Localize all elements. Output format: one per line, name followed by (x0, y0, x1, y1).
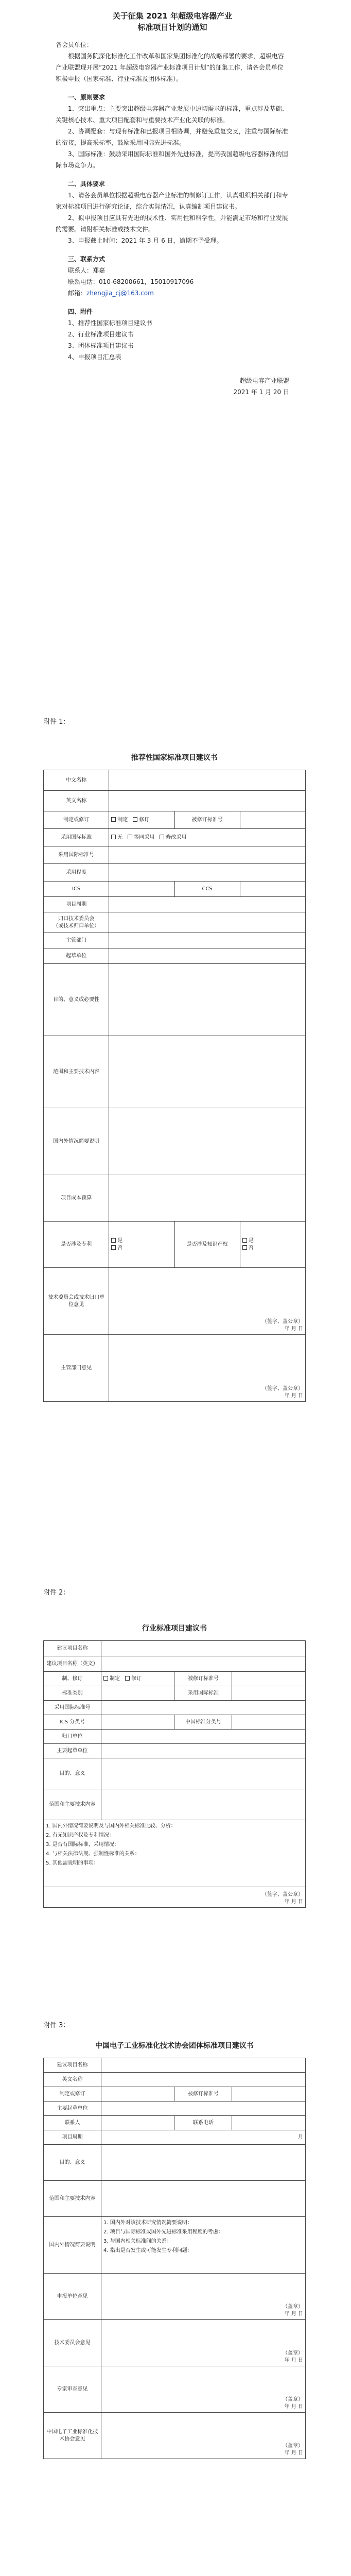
f3-field-expert[interactable] (101, 2366, 305, 2413)
signature-org: 超级电容产业联盟 (239, 377, 289, 384)
f1-field-adopt[interactable] (109, 829, 306, 846)
checkbox-icon[interactable] (111, 817, 116, 822)
f1-field-ics[interactable] (109, 882, 174, 897)
f2-opt-make: 制定 (109, 1675, 120, 1682)
f1-field-tc-opinion[interactable] (109, 1268, 306, 1335)
attachment-item-4: 4、申报项目汇总表 (68, 353, 121, 361)
f1-field-ccs[interactable] (240, 882, 305, 897)
f1-patent-yes: 是 (117, 1238, 123, 1244)
salutation: 各会员单位： (56, 41, 93, 48)
f3-label-cesa: 中国电子工业标准化技术协会意见 (44, 2413, 101, 2459)
f3-sign-2: （盖章） (283, 2350, 303, 2356)
principle-3: 3、国际标准：鼓励采用国际标准和国外先进标准，提高我国超级电容器标准的国际市场竞争力。 (56, 150, 288, 169)
f2-label-intl: 采用国际标准号 (44, 1701, 101, 1715)
checkbox-icon[interactable] (125, 1676, 130, 1681)
f2-label-name: 建议项目名称 (44, 1641, 101, 1656)
f1-opt-make: 制定 (117, 817, 128, 823)
form-1-title: 推荐性国家标准项目建议书 (131, 754, 218, 762)
f1-field-intl-brief[interactable] (109, 1108, 306, 1175)
f1-sign-2: （签字、盖公章） (262, 1386, 303, 1392)
f3-field-person[interactable] (101, 2116, 174, 2130)
section-contact: 三、联系方式 (68, 256, 106, 263)
f1-label-tc-code: （或技术归口单位） (53, 923, 100, 929)
f1-label-patent: 是否涉及专利 (44, 1222, 109, 1268)
f1-label-intl-no: 采用国际标准号 (44, 846, 109, 864)
section-principles: 一、原则要求 (68, 94, 106, 101)
f3-label-expert: 专家审查意见 (44, 2366, 101, 2413)
f3-date-2: 年 月 日 (284, 2358, 303, 2363)
signature-date: 2021 年 1 月 20 日 (233, 388, 289, 396)
principle-1: 1、突出重点：主要突出超级电容器产业发展中迫切需求的标准，重点涉及基础、关键核心技术、重大项目配套和与重要技术产业化关联的标准。 (56, 105, 288, 124)
f1-label-ip: 是否涉及知识产权 (174, 1222, 240, 1268)
f2-label-lead: 主要起草单位 (44, 1744, 101, 1758)
f3-field-tel[interactable] (232, 2116, 306, 2130)
checkbox-icon[interactable] (133, 817, 137, 822)
f3-field-std-no[interactable] (232, 2087, 306, 2102)
section-requirements: 二、具体要求 (68, 180, 106, 188)
form-group-standard (43, 2040, 306, 2459)
f1-label-name: 中文名称 (44, 770, 109, 791)
f3-sign-1: （盖章） (283, 2304, 303, 2310)
f2-field-scope[interactable] (101, 1789, 305, 1820)
f3-field-cesa[interactable] (101, 2413, 305, 2459)
attachment-item-2: 2、行业标准项目建议书 (68, 331, 134, 338)
f2-field-level[interactable] (101, 1686, 174, 1701)
checkbox-icon[interactable] (128, 835, 132, 839)
intro-paragraph: 根据国务院深化标准化工作改革和国家集团标准化的战略部署的要求，超级电容产业联盟现开展“2021 年超级电容器产业标准项目计划”的征集工作，请各会员单位积极申报（国家标准、行业标准及团体标准）。 (56, 53, 285, 82)
f1-field-unit[interactable] (109, 933, 306, 948)
attachment-item-3: 3、团体标准项目建议书 (68, 342, 134, 349)
f1-label-lead: 起草单位 (44, 948, 109, 964)
f1-date-1: 年 月 日 (284, 1326, 303, 1332)
checkbox-icon[interactable] (242, 1245, 247, 1250)
f3-field-name[interactable] (101, 2058, 305, 2073)
f1-ip-yes: 是 (248, 1238, 254, 1244)
f3-month-unit: 月 (298, 2134, 303, 2140)
f1-field-en[interactable] (109, 791, 306, 811)
f2-field-std-no[interactable] (232, 1672, 306, 1686)
f2-field-notes[interactable]: 1. 国内外情况简要说明及与国内外相关标准比较、分析： 2. 有无知识产权及专利情况： 3. 是否有国际标准，采用情况： 4. 与相关法律法规、强制性标准的关系： 5. 其他需说明的事项： (44, 1820, 306, 1887)
f1-field-lead[interactable] (109, 948, 306, 964)
checkbox-icon[interactable] (111, 1245, 116, 1250)
notice (0, 0, 351, 398)
contact-email-label: 邮箱： (68, 290, 87, 297)
f2-field-name[interactable] (101, 1641, 305, 1656)
f2-label-tc: 归口单位 (44, 1730, 101, 1744)
f1-label-purpose: 目的、意义或必要性 (44, 964, 109, 1036)
f1-field-intl-degree[interactable] (109, 864, 306, 882)
principle-2: 2、协调配套：与现有标准和已报项目相协调，并避免重复交叉，注重与国际标准的衔接，提高采标率，鼓励采用国际先进标准。 (56, 128, 288, 146)
attachment-3-label: 附件 3： (43, 2022, 70, 2029)
notice-title (56, 10, 289, 33)
f2-label-type: 制、修订 (44, 1672, 101, 1686)
f3-label-scope: 范围和主要技术内容 (44, 2181, 101, 2217)
f3-label-name-en: 英文名称 (44, 2073, 101, 2087)
f3-field-purpose[interactable] (101, 2145, 305, 2181)
f1-label-ccs: CCS (174, 882, 240, 897)
f1-label-unit: 主管部门 (44, 933, 109, 948)
f3-label-cycle: 项目周期 (44, 2130, 101, 2145)
f3-label-tel: 联系电话 (174, 2116, 232, 2130)
f2-field-intl[interactable] (101, 1701, 305, 1715)
f1-label-method: 制定或修订 (44, 811, 109, 829)
attachment-2-label: 附件 2： (43, 1589, 70, 1597)
f3-date-1: 年 月 日 (284, 2311, 303, 2317)
f1-opt-idt: 等同采用 (134, 834, 155, 840)
contact-person: 联系人：郑嘉 (68, 267, 106, 274)
f2-field-purpose[interactable] (101, 1758, 305, 1789)
form-national-standard (43, 752, 306, 1402)
attachment-1-label: 附件 1： (43, 718, 70, 726)
f2-label-ccs: 中国标准分类号 (174, 1715, 232, 1730)
f3-label-std-no: 被修订标准号 (174, 2087, 232, 2102)
checkbox-icon[interactable] (160, 835, 164, 839)
f1-label-cycle: 项目周期 (44, 897, 109, 912)
f3-field-type[interactable] (101, 2087, 174, 2102)
f1-opt-mod: 修改采用 (166, 834, 187, 840)
f2-field-adopt[interactable] (232, 1686, 306, 1701)
f1-field-name[interactable] (109, 770, 306, 791)
contact-email-row (56, 287, 289, 299)
f3-field-tc-opinion[interactable] (101, 2320, 305, 2366)
f1-label-tc-opinion: 技术委员会或技术归口单位意见 (44, 1268, 109, 1335)
form-3-table (43, 2058, 306, 2459)
f2-field-tc[interactable] (101, 1730, 305, 1744)
f1-field-patent[interactable] (109, 1222, 174, 1268)
requirement-2: 2、拟申报项目应具有先进的技术性、实用性和科学性，并能满足市场和行业发展的需要。请附相关标准或技术文件。 (56, 214, 288, 233)
f2-field-ics[interactable] (101, 1715, 174, 1730)
f1-opt-revise: 修订 (139, 817, 150, 823)
checkbox-icon[interactable] (242, 1238, 247, 1243)
form-3-title: 中国电子工业标准化技术协会团体标准项目建议书 (95, 2042, 254, 2050)
f1-label-tc (44, 912, 109, 933)
f2-field-name-en[interactable] (101, 1656, 305, 1672)
checkbox-icon[interactable] (103, 1676, 108, 1681)
f3-date-4: 年 月 日 (284, 2450, 303, 2456)
f1-date-2: 年 月 日 (284, 1393, 303, 1399)
f3-field-scope[interactable] (101, 2181, 305, 2217)
f2-field-sign[interactable] (44, 1887, 306, 1908)
f3-label-type: 制定或修订 (44, 2087, 101, 2102)
f2-field-lead[interactable] (101, 1744, 305, 1758)
f3-label-org-opinion: 申报单位意见 (44, 2274, 101, 2320)
f1-sign-1: （签字、盖公章） (262, 1319, 303, 1325)
f1-label-en: 英文名称 (44, 791, 109, 811)
f2-label-std-no: 被修订标准号 (174, 1672, 232, 1686)
f1-label-adopt: 采用国际标准 (44, 829, 109, 846)
f1-field-budget[interactable] (109, 1175, 306, 1222)
f3-sign-4: （盖章） (283, 2443, 303, 2449)
f1-label-scope: 范围和主要技术内容 (44, 1036, 109, 1108)
form-1-table (43, 770, 306, 1402)
contact-phone: 联系电话：010-68200661，15010917096 (68, 278, 194, 285)
f1-label-std-no: 被修订标准号 (174, 811, 240, 829)
f3-field-org[interactable] (101, 2102, 305, 2116)
form-industry-standard (43, 1623, 306, 1908)
f1-label-tc-text: 归口技术委员会 (58, 916, 95, 922)
f2-opt-revise: 修订 (131, 1675, 142, 1682)
f3-label-purpose: 目的、意义 (44, 2145, 101, 2181)
f1-ip-no: 否 (248, 1245, 254, 1251)
f2-label-name-en: 建议项目名称（英文） (44, 1656, 101, 1672)
f1-label-dept-opinion: 主管部门意见 (44, 1335, 109, 1402)
requirement-1: 1、请各会员单位根据超级电容器产业标准的制修订工作，认真组织相关部门和专家对标准项目进行研究论证，综合实际情况，认真编制项目建议书。 (56, 192, 288, 210)
form-2-table (43, 1640, 306, 1908)
f1-field-tc[interactable] (109, 912, 306, 933)
f3-label-intl: 国内外情况简要说明 (44, 2217, 101, 2274)
f3-label-person: 联系人 (44, 2116, 101, 2130)
f2-sign: （签字、盖公章） (262, 1892, 303, 1897)
requirement-3: 3、申报截止时间：2021 年 3 月 6 日，逾期不予受理。 (68, 237, 223, 244)
f1-field-dept-opinion[interactable] (109, 1335, 306, 1402)
f3-field-org-opinion[interactable] (101, 2274, 305, 2320)
f1-field-cycle[interactable] (109, 897, 306, 912)
checkbox-icon[interactable] (111, 1238, 116, 1243)
f2-label-scope: 范围和主要技术内容 (44, 1789, 101, 1820)
f1-field-std-no[interactable] (240, 811, 305, 829)
f2-label-ics: ICS 分类号 (44, 1715, 101, 1730)
f3-label-tc-opinion: 技术委员会意见 (44, 2320, 101, 2366)
f3-field-cycle[interactable] (101, 2130, 305, 2145)
f1-label-ics: ICS (44, 882, 109, 897)
section-attachments: 四、附件 (68, 308, 93, 315)
f3-label-org: 主要起草单位 (44, 2102, 101, 2116)
f1-label-budget: 项目成本预算 (44, 1175, 109, 1222)
f2-label-purpose: 目的、意义 (44, 1758, 101, 1789)
f3-date-3: 年 月 日 (284, 2404, 303, 2410)
f1-field-purpose[interactable] (109, 964, 306, 1036)
attachment-item-1: 1、推荐性国家标准项目建议书 (68, 319, 152, 327)
f2-date: 年 月 日 (284, 1899, 303, 1905)
form-2-title: 行业标准项目建议书 (142, 1624, 207, 1633)
f2-field-type[interactable] (101, 1672, 174, 1686)
f1-field-method[interactable] (109, 811, 174, 829)
f1-field-intl-no[interactable] (109, 846, 306, 864)
notice-title-line1: 关于征集 2021 年超级电容器产业 (112, 11, 233, 21)
contact-email-link[interactable]: zhengjia_cj@163.com (86, 290, 154, 297)
f1-field-ip[interactable] (240, 1222, 305, 1268)
f1-field-scope[interactable] (109, 1036, 306, 1108)
f2-field-ccs[interactable] (232, 1715, 306, 1730)
f3-field-notes[interactable]: 1. 国内外对该技术研究情况简要说明： 2. 项目与国际标准或国外先进标准采用程度的考虑： 3. 与国内相关标准间的关系： 4. 指出是否发生或可能发生专利问题： (101, 2217, 305, 2274)
f3-label-name: 建议项目名称 (44, 2058, 101, 2073)
checkbox-icon[interactable] (111, 835, 116, 839)
f1-patent-no: 否 (117, 1245, 123, 1251)
f1-label-intl-degree: 采用程度 (44, 864, 109, 882)
f2-label-adopt: 采用国际标准 (174, 1686, 232, 1701)
f1-label-intl-brief: 国内外情况简要说明 (44, 1108, 109, 1175)
f3-field-name-en[interactable] (101, 2073, 305, 2087)
f3-sign-3: （盖章） (283, 2397, 303, 2402)
f1-opt-none: 无 (117, 834, 123, 840)
notice-title-line2: 标准项目计划的通知 (137, 23, 207, 32)
f2-label-level: 标准类别 (44, 1686, 101, 1701)
